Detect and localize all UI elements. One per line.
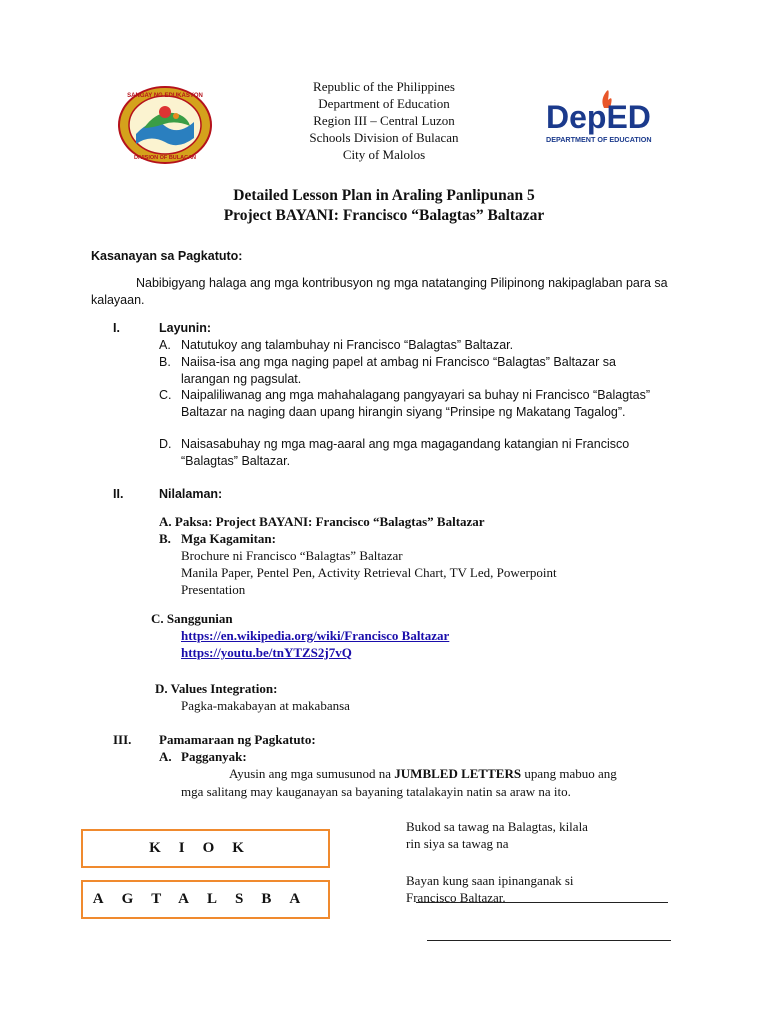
clue-2-line-1: Bayan kung saan ipinanganak si — [406, 873, 574, 888]
kasanayan-body: Nabibigyang halaga ang mga kontribusyon ng mga natatanging Pilipinong nakipaglaban para sa kalayaan. — [91, 276, 668, 307]
instruction-pre: Ayusin ang mga sumusunod na — [229, 766, 395, 781]
kasanayan-heading: Kasanayan sa Pagkatuto: — [91, 249, 243, 263]
paksa-line: A. Paksa: Project BAYANI: Francisco “Balagtas” Baltazar — [159, 514, 485, 529]
jumbled-word: AGTALSBA — [92, 891, 319, 907]
kagamitan-letter: B. — [159, 531, 171, 546]
pagganyak-letter: A. — [159, 749, 172, 764]
values-heading: D. Values Integration: — [155, 681, 278, 696]
section-num-1: I. — [113, 321, 120, 335]
clue-2-line-2: Francisco Baltazar. — [406, 890, 506, 905]
clue-1-line-1: Bukod sa tawag na Balagtas, kilala — [406, 819, 588, 834]
title-line-1: Detailed Lesson Plan in Araling Panlipunan 5 — [233, 187, 535, 204]
header-line: City of Malolos — [342, 147, 426, 162]
seal-text-top: SANGAY NG EDUKASYON — [127, 93, 203, 99]
layunin-item-b: Naiisa-isa ang mga naging papel at ambag ni Francisco “Balagtas” Baltazar sa larangan ng pagsulat. — [181, 355, 616, 386]
section-num-3: III. — [113, 732, 132, 747]
title-line-2: Project BAYANI: Francisco “Balagtas” Baltazar — [223, 207, 545, 224]
instruction-line-1 — [229, 765, 617, 782]
layunin-item-d: Naisasabuhay ng mga mag-aaral ang mga magagandang katangian ni Francisco “Balagtas” Baltazar. — [181, 437, 630, 468]
nilalaman-heading: Nilalaman: — [159, 487, 223, 501]
instruction-line-2: mga salitang may kauganayan sa bayaning tatalakayin natin sa araw na ito. — [181, 784, 571, 799]
header-line: Department of Education — [318, 96, 450, 111]
pamamaraan-heading: Pamamaraan ng Pagkatuto: — [159, 732, 316, 747]
values-text: Pagka-makabayan at makabansa — [181, 698, 350, 713]
layunin-heading: Layunin: — [159, 321, 212, 335]
youtube-link[interactable]: https://youtu.be/tnYTZS2j7vQ — [181, 645, 352, 660]
instruction-bold: JUMBLED LETTERS — [394, 766, 522, 781]
wikipedia-link[interactable]: https://en.wikipedia.org/wiki/Francisco Baltazar — [181, 628, 450, 643]
layunin-letter-d: D. — [159, 437, 172, 451]
header-line: Republic of the Philippines — [313, 79, 455, 94]
deped-logo-text: DepED — [546, 99, 651, 135]
kagamitan-line: Manila Paper, Pentel Pen, Activity Retrieval Chart, TV Led, Powerpoint — [181, 565, 557, 580]
seal-text-bottom: DIVISION OF BULACAN — [133, 155, 197, 161]
header-line: Schools Division of Bulacan — [309, 130, 459, 145]
sanggunian-heading: C. Sanggunian — [151, 611, 233, 626]
jumbled-word: KIOK — [149, 840, 262, 856]
section-num-2: II. — [113, 487, 124, 501]
layunin-item-a: Natutukoy ang talambuhay ni Francisco “Balagtas” Baltazar. — [181, 338, 514, 352]
header-block — [0, 78, 768, 163]
layunin-letter-a: A. — [159, 338, 171, 352]
kagamitan-heading: Mga Kagamitan: — [181, 531, 276, 546]
answer-line-1 — [416, 902, 668, 903]
clue-1-line-2: rin siya sa tawag na — [406, 836, 509, 851]
pagganyak-heading: Pagganyak: — [181, 749, 247, 764]
deped-logo-subtext: DEPARTMENT OF EDUCATION — [546, 135, 652, 144]
kagamitan-line: Brochure ni Francisco “Balagtas” Baltazar — [181, 548, 403, 563]
layunin-letter-c: C. — [159, 388, 172, 402]
kagamitan-line: Presentation — [181, 582, 246, 597]
lesson-title — [0, 186, 768, 226]
layunin-item-c: Naipaliliwanag ang mga mahahalagang pangyayari sa buhay ni Francisco “Balagtas” Baltazar na naging daan upang hirangin siyang “Prinsipe ng Makatang Tagalog”. — [181, 388, 651, 419]
jumbled-word-box — [81, 829, 330, 868]
instruction-post: upang mabuo ang — [521, 766, 617, 781]
layunin-letter-b: B. — [159, 355, 171, 369]
header-line: Region III – Central Luzon — [313, 113, 455, 128]
answer-line-2 — [427, 940, 671, 941]
jumbled-word-box — [81, 880, 330, 919]
